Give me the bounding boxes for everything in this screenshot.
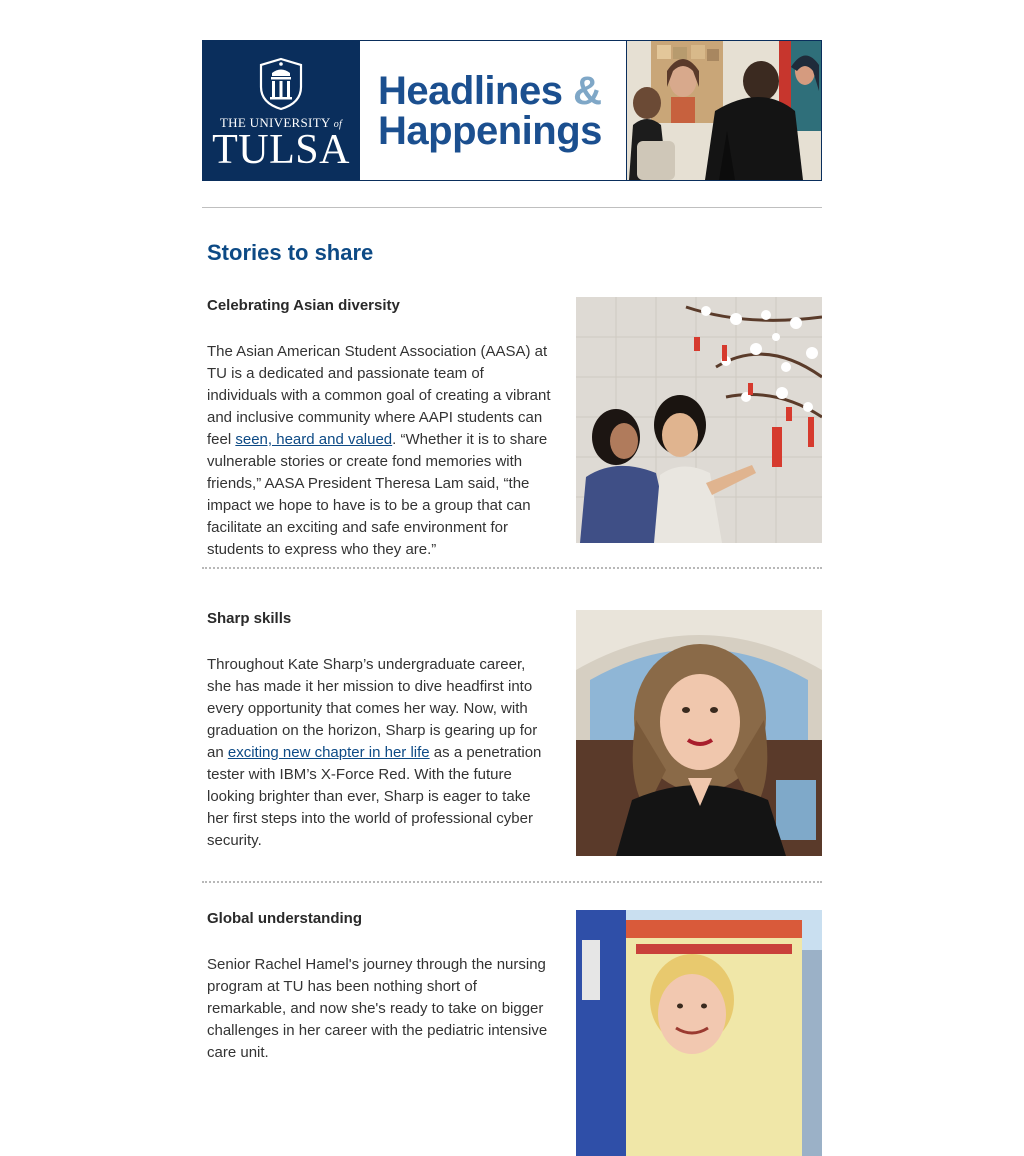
story-card [202, 297, 822, 558]
story-body: Throughout Kate Sharp’s undergraduate career, she has made it her mission to dive headfirst into every opportunity that comes her way. Now, with graduation on the horizon, Sharp is gearing up for an exciting new chapter in her life as a penetration tester with IBM’s X-Force Red. With the future looking brighter than ever, Sharp is eager to take her first steps into the world of professional cyber security. [207, 656, 542, 849]
story-card [202, 610, 822, 856]
logo-tulsa-word: TULSA [212, 127, 350, 173]
art-gallery-photo [627, 41, 821, 180]
header-photo [627, 41, 821, 180]
travel-photo [576, 910, 822, 1156]
portrait-photo [576, 610, 822, 856]
story-card [202, 910, 822, 1156]
newsletter-title: Headlines & Happenings [359, 41, 627, 180]
logo-university-line: THE UNIVERSITY of [219, 115, 343, 130]
story-heading: Global understanding [207, 910, 363, 927]
story-divider [202, 881, 822, 883]
story-link[interactable]: exciting new chapter in her life [227, 744, 430, 761]
university-logo[interactable] [203, 41, 359, 180]
newsletter [202, 40, 822, 1156]
story-link[interactable]: seen, heard and valued [235, 431, 393, 448]
university-crest-icon [258, 57, 304, 111]
story-image [576, 610, 822, 856]
story-heading: Sharp skills [207, 610, 292, 627]
story-divider [202, 567, 822, 569]
story-body: Senior Rachel Hamel's journey through the nursing program at TU has been nothing short of remarkable, and now she's ready to take on bigger challenges in her career with the pediatric intensive care unit. [207, 956, 548, 1061]
story-image [576, 910, 822, 1156]
story-image [576, 297, 822, 543]
story-heading: Celebrating Asian diversity [207, 297, 400, 314]
section-title: Stories to share [207, 240, 374, 265]
story-body: The Asian American Student Association (AASA) at TU is a dedicated and passionate team of individuals with a common goal of creating a vibrant and inclusive community where AAPI students can feel seen, heard and valued. “Whether it is to share vulnerable stories or create fond memories with friends,” AASA President Theresa Lam said, “the impact we hope to have is to be a group that can facilitate an exciting and safe environment for students to express who they are.” [207, 343, 551, 558]
students-lantern-photo [576, 297, 822, 543]
header-divider [202, 207, 822, 208]
header-banner [202, 40, 822, 181]
